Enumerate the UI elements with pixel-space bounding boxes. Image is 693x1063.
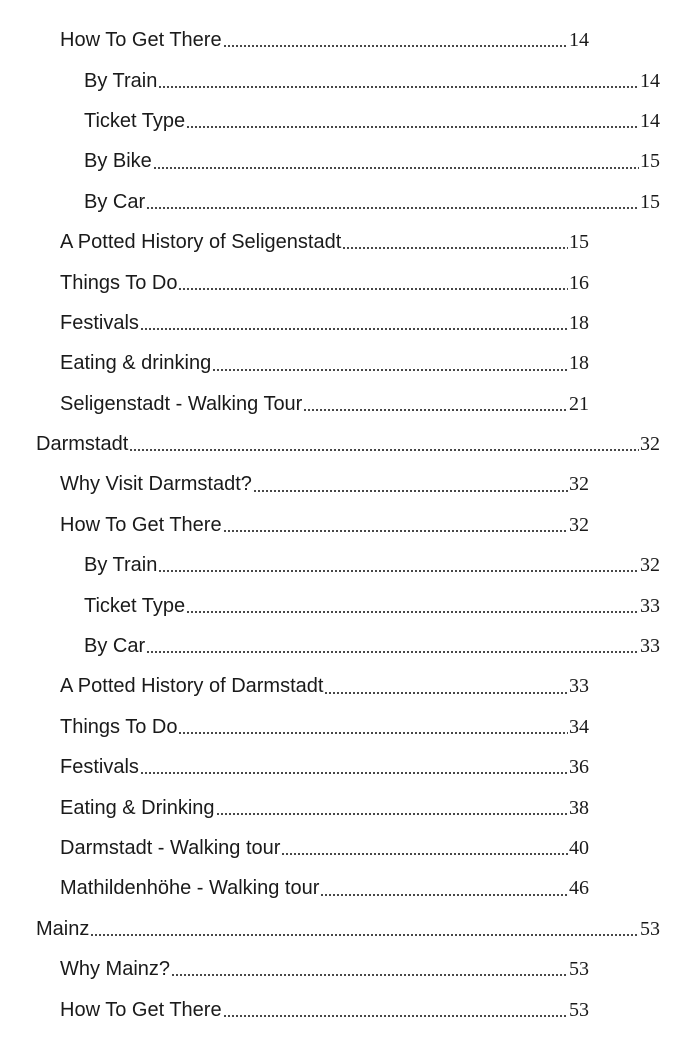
toc-entry[interactable] [0, 384, 589, 424]
toc-entry[interactable] [0, 787, 589, 827]
toc-entry[interactable] [0, 747, 589, 787]
toc-entry[interactable] [0, 666, 589, 706]
toc-entry-page-number: 21 [569, 392, 589, 415]
dot-leader [223, 44, 568, 48]
toc-entry[interactable] [0, 707, 589, 747]
toc-entry-page-number: 14 [640, 69, 660, 92]
toc-entry-title: Eating & drinking [60, 352, 212, 375]
toc-entry-page-number: 53 [569, 958, 589, 981]
toc-entry-page-number: 33 [640, 594, 660, 617]
toc-entry[interactable] [0, 60, 660, 100]
toc-entry-title: Mainz [36, 917, 90, 940]
dot-leader [178, 731, 568, 735]
toc-entry-page-number: 16 [569, 271, 589, 294]
toc-entry-title: By Train [84, 554, 158, 577]
dot-leader [140, 771, 568, 775]
dot-leader [281, 852, 568, 856]
dot-leader [178, 287, 568, 291]
toc-entry-page-number: 15 [569, 231, 589, 254]
dot-leader [342, 246, 568, 250]
toc-entry-page-number: 34 [569, 715, 589, 738]
toc-entry-title: By Car [84, 635, 146, 658]
dot-leader [158, 569, 639, 573]
dot-leader [223, 529, 568, 533]
toc-entry-page-number: 36 [569, 756, 589, 779]
toc-entry-page-number: 32 [640, 554, 660, 577]
dot-leader [146, 650, 639, 654]
toc-entry-page-number: 32 [569, 473, 589, 496]
dot-leader [223, 1014, 568, 1018]
toc-entry[interactable] [0, 989, 589, 1029]
toc-entry-title: A Potted History of Darmstadt [60, 675, 324, 698]
dot-leader [158, 85, 639, 89]
toc-entry[interactable] [0, 828, 589, 868]
toc-entry[interactable] [0, 141, 660, 181]
toc-entry[interactable] [0, 626, 660, 666]
toc-entry-title: Things To Do [60, 271, 178, 294]
dot-leader [90, 933, 639, 937]
toc-entry[interactable] [0, 909, 660, 949]
toc-entry-title: Why Mainz? [60, 958, 171, 981]
toc-entry-page-number: 15 [640, 190, 660, 213]
toc-entry[interactable] [0, 424, 660, 464]
toc-entry-title: Ticket Type [84, 594, 186, 617]
toc-entry-title: How To Get There [60, 998, 222, 1021]
toc-entry-title: By Car [84, 190, 146, 213]
dot-leader [212, 368, 568, 372]
toc-entry-title: By Train [84, 69, 158, 92]
toc-entry-page-number: 53 [640, 917, 660, 940]
toc-entry-title: By Bike [84, 150, 152, 173]
toc-entry[interactable] [0, 101, 660, 141]
toc-entry-title: Festivals [60, 756, 139, 779]
toc-entry[interactable] [0, 222, 589, 262]
toc-entry[interactable] [0, 182, 660, 222]
toc-entry-page-number: 46 [569, 877, 589, 900]
table-of-contents [0, 20, 693, 1030]
dot-leader [324, 691, 568, 695]
toc-entry[interactable] [0, 303, 589, 343]
toc-entry-page-number: 40 [569, 837, 589, 859]
dot-leader [253, 489, 568, 493]
toc-entry[interactable] [0, 505, 589, 545]
toc-entry[interactable] [0, 464, 589, 504]
toc-entry[interactable] [0, 343, 589, 383]
toc-entry[interactable] [0, 585, 660, 625]
toc-entry-title: Seligenstadt - Walking Tour [60, 392, 303, 415]
toc-entry-title: How To Get There [60, 513, 222, 536]
toc-entry-title: A Potted History of Seligenstadt [60, 231, 342, 254]
dot-leader [171, 973, 568, 977]
toc-entry-page-number: 32 [569, 513, 589, 536]
toc-entry[interactable] [0, 868, 589, 908]
toc-entry-title: Darmstadt - Walking tour [60, 837, 281, 859]
dot-leader [303, 408, 568, 412]
toc-entry-page-number: 33 [569, 675, 589, 698]
toc-entry-title: Darmstadt [36, 433, 129, 456]
toc-entry-page-number: 14 [640, 109, 660, 132]
toc-entry-title: Eating & Drinking [60, 796, 215, 819]
toc-entry-page-number: 18 [569, 352, 589, 375]
toc-entry-page-number: 18 [569, 311, 589, 334]
toc-entry-page-number: 38 [569, 796, 589, 819]
dot-leader [153, 166, 639, 170]
dot-leader [216, 812, 568, 816]
dot-leader [146, 206, 639, 210]
toc-entry-title: Ticket Type [84, 109, 186, 132]
toc-entry-page-number: 53 [569, 998, 589, 1021]
toc-entry-title: Why Visit Darmstadt? [60, 473, 252, 496]
toc-entry-title: Festivals [60, 311, 139, 334]
toc-entry[interactable] [0, 20, 589, 60]
toc-entry[interactable] [0, 949, 589, 989]
toc-entry-title: How To Get There [60, 29, 222, 52]
dot-leader [129, 448, 639, 452]
toc-entry[interactable] [0, 545, 660, 585]
toc-entry-page-number: 15 [640, 150, 660, 173]
dot-leader [140, 327, 568, 331]
dot-leader [320, 893, 568, 897]
toc-entry[interactable] [0, 262, 589, 302]
toc-entry-page-number: 33 [640, 635, 660, 658]
toc-entry-page-number: 14 [569, 29, 589, 52]
dot-leader [186, 610, 639, 614]
dot-leader [186, 125, 639, 129]
toc-entry-title: Things To Do [60, 715, 178, 738]
toc-entry-page-number: 32 [640, 433, 660, 456]
toc-entry-title: Mathildenhöhe - Walking tour [60, 877, 320, 900]
